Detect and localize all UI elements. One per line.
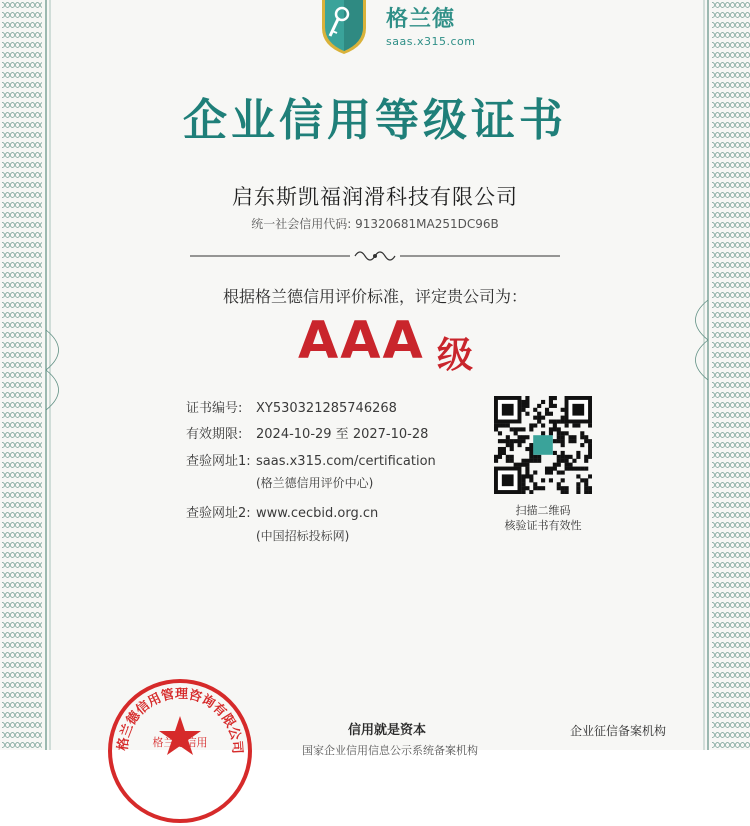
credit-grade: AAA bbox=[298, 311, 425, 371]
verify-url-1-row bbox=[186, 450, 436, 469]
footer-motto: 信用就是资本 bbox=[348, 723, 427, 738]
cert-number-label: 证书编号: bbox=[186, 401, 243, 416]
cert-number: XY530321285746268 bbox=[256, 401, 397, 416]
brand-url: saas.x315.com bbox=[386, 35, 476, 48]
ornament-divider bbox=[190, 246, 560, 266]
seal-inner-text: 格兰德信用 bbox=[152, 736, 208, 749]
verify-url-1-label: 查验网址1: bbox=[186, 454, 251, 469]
brand-name: 格兰德 bbox=[386, 7, 456, 32]
qr-caption-line2: 核验证书有效性 bbox=[504, 519, 582, 532]
brand-logo-icon bbox=[318, 0, 370, 56]
seal-text: 格兰德信用管理咨询有限公司 bbox=[115, 686, 245, 755]
validity-label: 有效期限: bbox=[186, 427, 243, 442]
company-name: 启东斯凯福润滑科技有限公司 bbox=[232, 185, 518, 209]
qr-code-icon[interactable] bbox=[494, 396, 592, 494]
verify-url-2[interactable]: www.cecbid.org.cn bbox=[256, 506, 379, 521]
verify-url-2-row bbox=[186, 502, 378, 521]
verify-url-2-note: (中国招标投标网) bbox=[256, 529, 350, 543]
verify-url-2-label: 查验网址2: bbox=[186, 506, 251, 521]
qr-caption-line1: 扫描二维码 bbox=[515, 504, 571, 517]
cert-number-row bbox=[186, 397, 397, 416]
certificate-title: 企业信用等级证书 bbox=[183, 95, 567, 146]
validity-row bbox=[186, 423, 428, 442]
credit-grade-suffix: 级 bbox=[437, 335, 474, 376]
footer-agency: 企业征信备案机构 bbox=[570, 724, 667, 738]
rating-statement: 根据格兰德信用评价标准，评定贵公司为： bbox=[222, 287, 527, 306]
verify-url-1[interactable]: saas.x315.com/certification bbox=[256, 454, 436, 469]
company-seal-icon bbox=[105, 676, 255, 826]
credit-code: 统一社会信用代码: 91320681MA251DC96B bbox=[251, 217, 499, 231]
validity-period: 2024-10-29 至 2027-10-28 bbox=[256, 427, 429, 442]
verify-url-1-note: (格兰德信用评价中心) bbox=[256, 476, 374, 490]
footer-motto-sub: 国家企业信用信息公示系统备案机构 bbox=[302, 744, 478, 757]
